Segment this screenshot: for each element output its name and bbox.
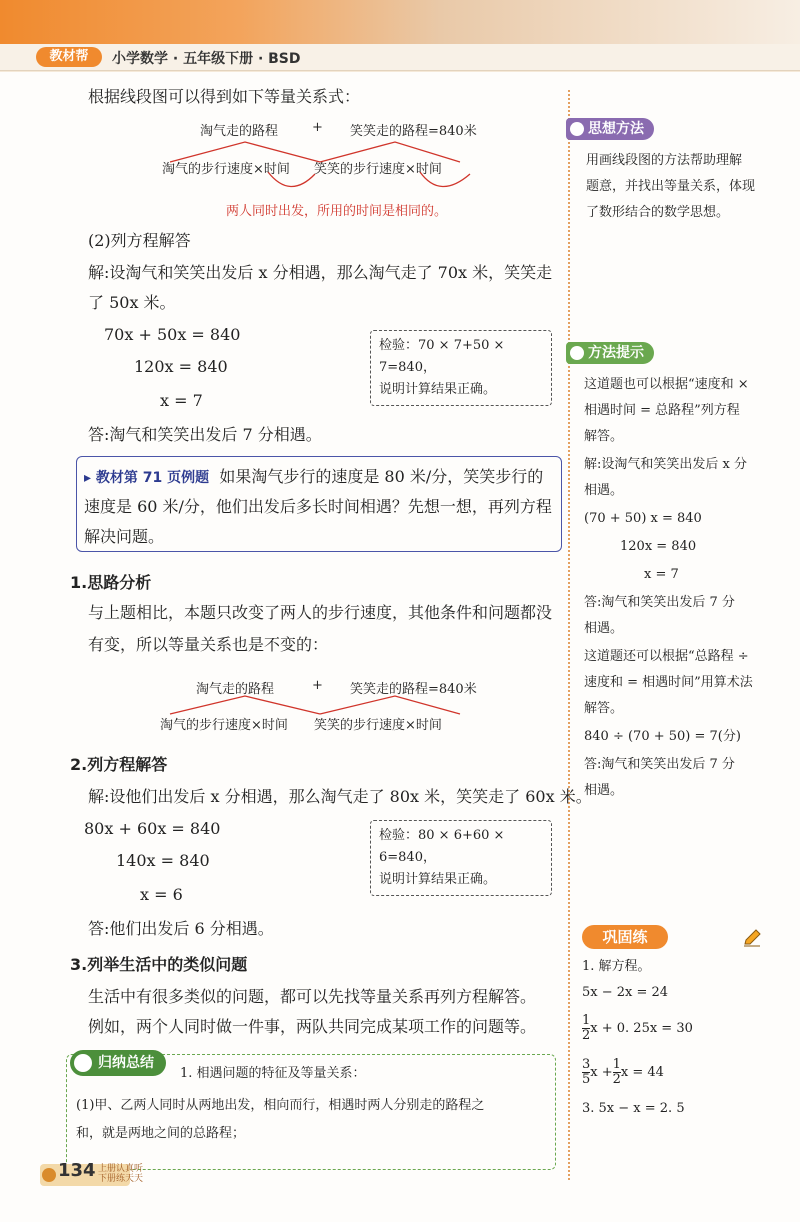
tip-badge-label: 方法提示: [588, 345, 644, 361]
tip-line: 相遇。: [584, 621, 624, 636]
bulb-icon: [570, 122, 584, 136]
tip-line: 解:设淘气和笑笑出发后 x 分: [584, 457, 747, 472]
answer-1: 答:淘气和笑笑出发后 7 分相遇。: [88, 425, 322, 444]
tip-line: 相遇。: [584, 783, 624, 798]
solve-line2: 了 50x 米。: [88, 293, 176, 312]
eq-bottom-left: 淘气的步行速度×时间: [162, 162, 290, 177]
page-number: 134: [58, 1160, 96, 1181]
check-box-1: [370, 330, 552, 406]
equation-2: 140x = 840: [116, 851, 210, 870]
practice-title: 1. 解方程。: [582, 959, 651, 974]
section1-text1: 与上题相比，本题只改变了两人的步行速度，其他条件和问题都没: [88, 603, 553, 622]
practice-eq2: $\frac{1}{2}$ x + 0. 25x = 30: [582, 1013, 693, 1043]
example-line1: [84, 464, 543, 487]
brand-logo: 教材帮: [36, 47, 102, 67]
target-icon: [74, 1054, 92, 1072]
check-line: 检验：70 × 7+50 × 7=840，: [379, 338, 505, 375]
tip-line: 解答。: [584, 701, 624, 716]
tip-line: 120x = 840: [620, 539, 697, 554]
thinking-line: 了数形结合的数学思想。: [586, 205, 730, 220]
tip-line: 这道题也可以根据“速度和 ×: [584, 377, 749, 392]
equation-1: 80x + 60x = 840: [84, 819, 221, 838]
equation-3: x = 6: [140, 885, 183, 904]
eq-top-left: 淘气走的路程: [200, 124, 279, 139]
check-line: 说明计算结果正确。: [379, 382, 497, 397]
tip-line: 这道题还可以根据“总路程 ÷: [584, 649, 749, 664]
eq-plus: +: [312, 678, 323, 693]
eq-bottom-right: 笑笑的步行速度×时间: [314, 162, 442, 177]
practice-eq4: 3. 5x − x = 2. 5: [582, 1101, 685, 1116]
section3-heading: 3.列举生活中的类似问题: [70, 955, 248, 974]
time-note: 两人同时出发，所用的时间是相同的。: [226, 204, 448, 219]
check-line: 检验：80 × 6+60 × 6=840，: [379, 828, 505, 865]
summary-line2: (1)甲、乙两人同时从两地出发，相向而行，相遇时两人分别走的路程之: [76, 1098, 485, 1113]
intro-text: 根据线段图可以得到如下等量关系式：: [88, 87, 361, 106]
hand-icon: [570, 346, 584, 360]
eq-top-right: 笑笑走的路程=840米: [350, 682, 477, 697]
eq-bottom-right: 笑笑的步行速度×时间: [314, 718, 442, 733]
method-tip-badge: [566, 342, 654, 364]
tip-line: 答:淘气和笑笑出发后 7 分: [584, 757, 735, 772]
summary-line1: 1. 相遇问题的特征及等量关系：: [180, 1066, 366, 1081]
tip-line: 速度和 = 相遇时间”用算术法: [584, 675, 753, 690]
section3-text1: 生活中有很多类似的问题，都可以先找等量关系再列方程解答。: [88, 987, 537, 1006]
summary-badge: [70, 1050, 166, 1076]
tip-line: 相遇。: [584, 483, 624, 498]
book-title: 小学数学 · 五年级下册 · BSD: [112, 51, 301, 67]
thinking-method-badge: [566, 118, 654, 140]
fraction: $\frac{1}{2}$: [612, 1057, 621, 1087]
example-line2: 速度是 60 米/分，他们出发后多长时间相遇？先想一想，再列方程: [84, 497, 552, 516]
practice-badge: 巩固练: [582, 925, 668, 949]
practice-eq1: 5x − 2x = 24: [582, 985, 669, 1000]
equation-1: 70x + 50x = 840: [104, 325, 241, 344]
eq-bottom-left: 淘气的步行速度×时间: [160, 718, 288, 733]
tip-line: 相遇时间 = 总路程”列方程: [584, 403, 740, 418]
eq-top-right: 笑笑走的路程=840米: [350, 124, 477, 139]
summary-badge-label: 归纳总结: [98, 1055, 154, 1071]
eq-plus: +: [312, 120, 323, 135]
thinking-badge-label: 思想方法: [588, 121, 644, 137]
example-label: ▸ 教材第 71 页例题: [84, 470, 210, 486]
tip-line: 解答。: [584, 429, 624, 444]
tip-line: (70 + 50) x = 840: [584, 511, 702, 526]
pencil-icon: [742, 928, 762, 948]
practice-eq3: $\frac{3}{5}$ x + $\frac{1}{2}$ x = 44: [582, 1057, 664, 1087]
section2-solve: 解:设他们出发后 x 分相遇，那么淘气走了 80x 米，笑笑走了 60x 米。: [88, 787, 592, 806]
equation-3: x = 7: [160, 391, 203, 410]
page-header: [0, 0, 800, 72]
solve-line1: 解:设淘气和笑笑出发后 x 分相遇，那么淘气走了 70x 米，笑笑走: [88, 263, 553, 282]
tip-line: 答:淘气和笑笑出发后 7 分: [584, 595, 735, 610]
column-divider: [568, 90, 570, 1180]
section1-text2: 有变，所以等量关系也是不变的：: [88, 635, 329, 654]
equation-2: 120x = 840: [134, 357, 228, 376]
section1-heading: 1.思路分析: [70, 573, 152, 592]
check-line: 说明计算结果正确。: [379, 872, 497, 887]
check-box-2: [370, 820, 552, 896]
thinking-line: 题意，并找出等量关系，体现: [586, 179, 756, 194]
step2-title: (2)列方程解答: [88, 231, 191, 250]
fraction: $\frac{1}{2}$: [582, 1013, 591, 1043]
page-tag: 上册认真听 下册练天天: [98, 1164, 144, 1184]
header-banner: [0, 0, 800, 44]
answer-2: 答:他们出发后 6 分相遇。: [88, 919, 274, 938]
example-line3: 解决问题。: [84, 527, 165, 546]
section2-heading: 2.列方程解答: [70, 755, 168, 774]
fraction: $\frac{3}{5}$: [582, 1057, 591, 1087]
section3-text2: 例如，两个人同时做一件事，两队共同完成某项工作的问题等。: [88, 1017, 537, 1036]
summary-line3: 和，就是两地之间的总路程；: [76, 1126, 246, 1141]
tip-line: 840 ÷ (70 + 50) = 7(分): [584, 729, 741, 744]
thinking-line: 用画线段图的方法帮助理解: [586, 153, 743, 168]
example-text: 如果淘气步行的速度是 80 米/分，笑笑步行的: [219, 467, 544, 486]
tip-line: x = 7: [644, 567, 679, 582]
eq-top-left: 淘气走的路程: [196, 682, 275, 697]
